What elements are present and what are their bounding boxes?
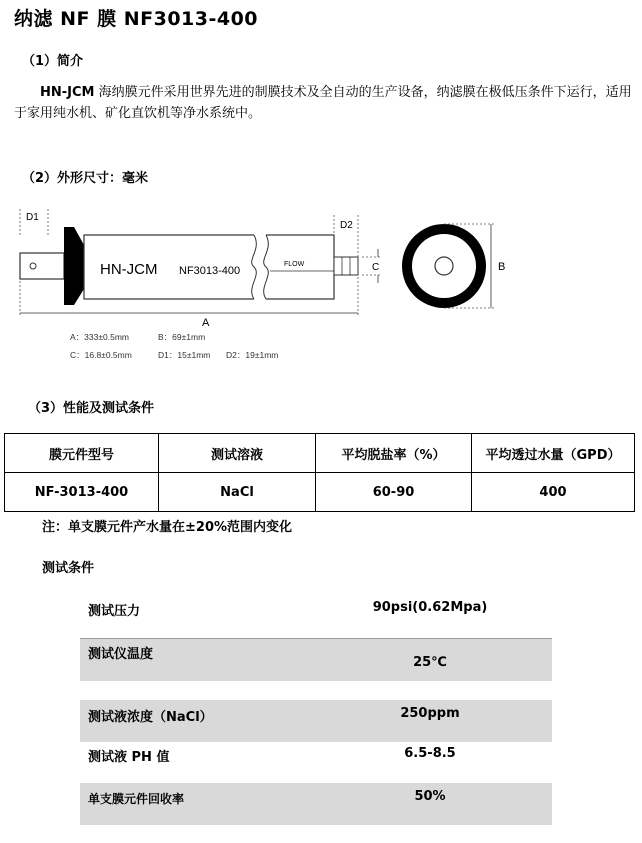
end-view-core [435,257,453,275]
pipe-hole [30,263,36,269]
performance-heading: （3）性能及测试条件 [28,401,155,416]
table-header-row [5,434,635,473]
body-model: NF3013-400 [179,265,241,277]
label-d1: D1 [26,212,39,223]
condition-label: 测试液浓度（NaCl） [88,710,213,725]
intro-text: 海纳膜元件采用世界先进的制膜技术及全自动的生产设备，纳滤膜在极低压条件下运行，适用于家用纯水机、矿化直饮机等净水系统中。 [14,85,632,121]
right-tube [334,257,358,275]
condition-row-ph [80,742,552,778]
condition-value: 6.5-8.5 [404,746,456,761]
header-flow: 平均透过水量（GPD） [472,434,635,473]
label-b: B [498,261,506,273]
conditions-heading: 测试条件 [42,561,95,576]
condition-row-temperature [80,639,552,681]
flow-label: FLOW [284,261,305,268]
header-model: 膜元件型号 [5,434,159,473]
body-brand: HN-JCM [100,261,158,278]
spec-a: A：333±0.5mm [70,332,129,342]
cell-flow: 400 [472,473,635,512]
spec-c: C：16.8±0.5mm [70,350,132,360]
spec-b: B：69±1mm [158,332,206,342]
label-a: A [202,317,210,329]
note: 注：单支膜元件产水量在±20%范围内变化 [42,520,293,535]
condition-label: 测试压力 [88,604,141,619]
cell-solution: NaCl [159,473,316,512]
label-d2: D2 [340,220,353,231]
condition-value: 90psi(0.62Mpa) [372,600,488,615]
header-solution: 测试溶液 [159,434,316,473]
spec-d2: D2：19±1mm [226,350,279,360]
intro-heading: （1）简介 [22,54,84,69]
performance-table [4,433,635,512]
table-row [5,473,635,512]
page-title: 纳滤 NF 膜 NF3013-400 [14,8,259,30]
brine-seal [64,227,84,305]
condition-value: 25℃ [413,655,447,670]
condition-row-pressure [80,592,552,626]
membrane-dimension-diagram [0,195,642,365]
intro-brand: HN-JCM [40,85,95,100]
condition-label: 测试仪温度 [88,647,154,662]
condition-row-concentration [80,700,552,742]
left-pipe [20,253,64,279]
condition-value: 250ppm [400,706,460,721]
dimensions-heading: （2）外形尺寸：毫米 [22,171,149,186]
condition-value: 50% [414,789,446,804]
spec-d1: D1：15±1mm [158,350,211,360]
intro-paragraph [14,82,636,124]
condition-label: 单支膜元件回收率 [88,792,185,806]
condition-label: 测试液 PH 值 [88,750,170,765]
header-rejection: 平均脱盐率（%） [316,434,472,473]
cell-rejection: 60-90 [316,473,472,512]
label-c: C [372,262,380,273]
condition-row-recovery [80,783,552,825]
cell-model: NF-3013-400 [5,473,159,512]
